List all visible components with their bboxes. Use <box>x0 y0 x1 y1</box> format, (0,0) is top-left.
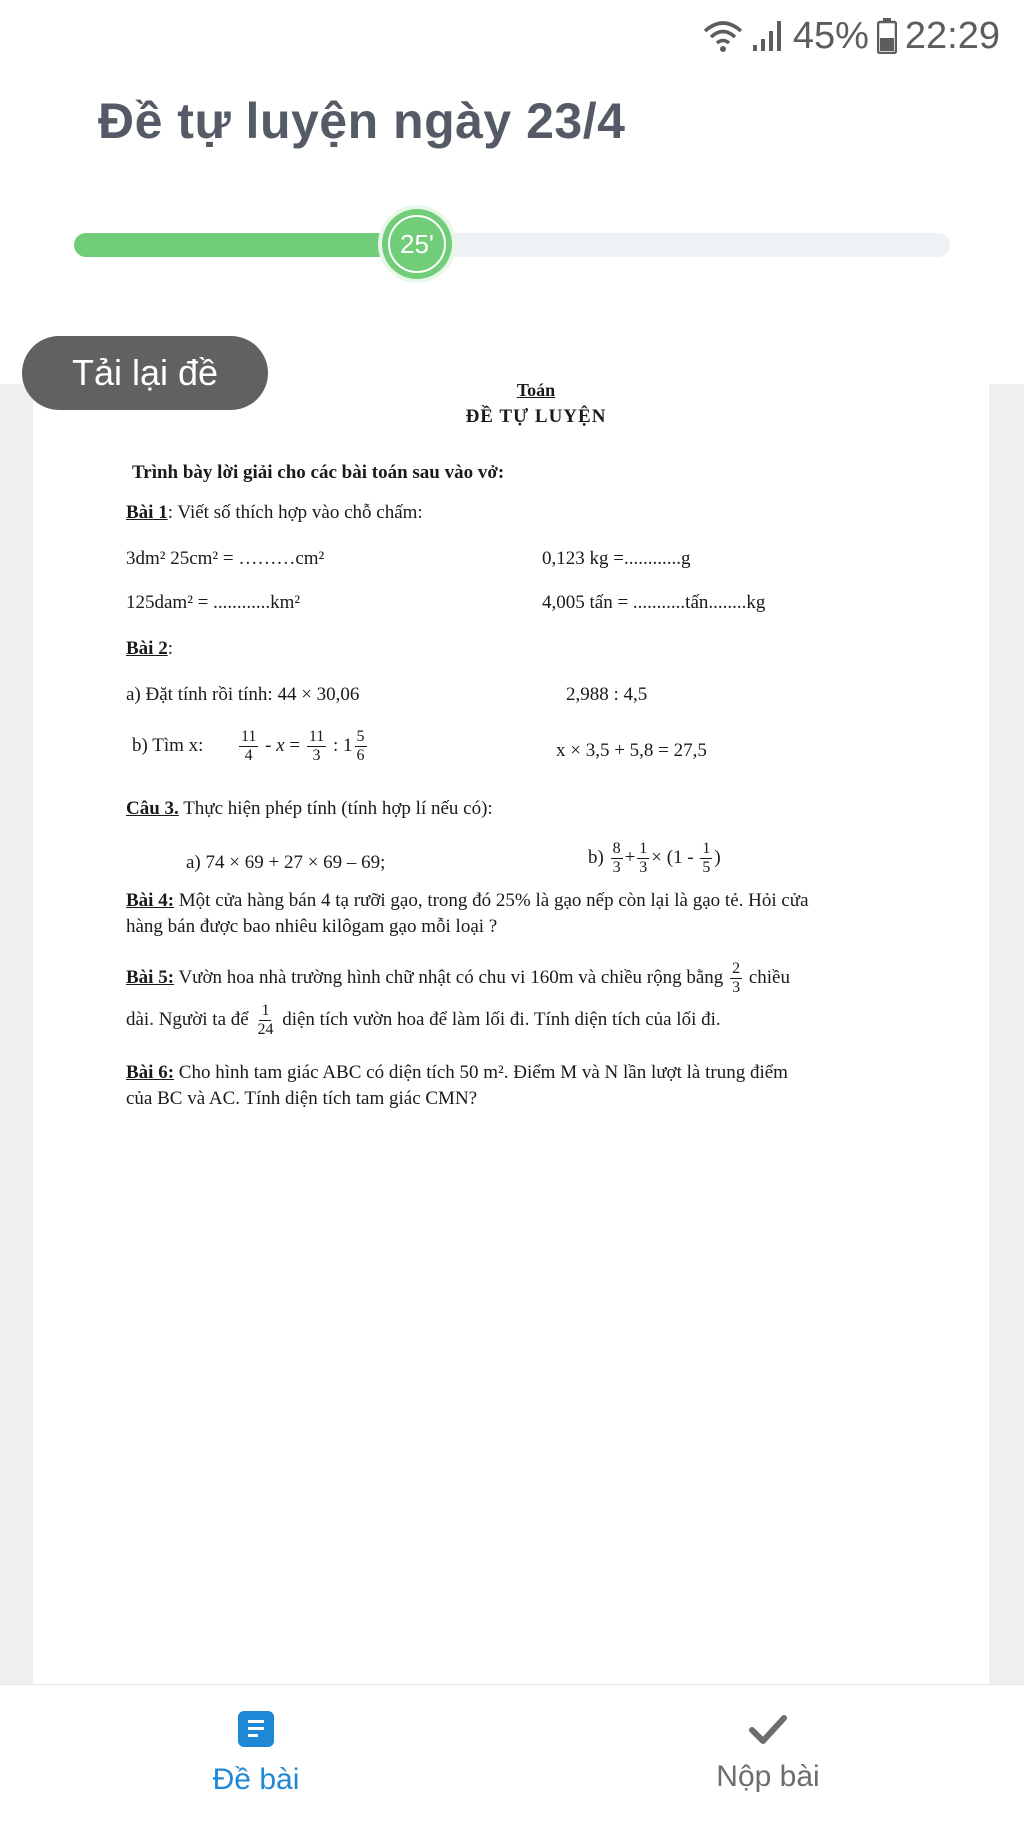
fraction: $\frac{1}{3}$ <box>639 840 648 876</box>
cau3-b-prefix: b) <box>588 846 604 868</box>
fraction: $\frac{11}{3}$ <box>308 728 325 764</box>
cau3-text: Thực hiện phép tính (tính hợp lí nếu có): <box>178 798 493 819</box>
bai5-title: Bài 5: <box>126 966 175 988</box>
bai2-title-line <box>126 638 173 660</box>
bai6-line2: của BC và AC. Tính diện tích tam giác CMN? <box>126 1088 478 1109</box>
nav-tab-de-bai[interactable] <box>0 1685 512 1821</box>
bai2-b-right: x × 3,5 + 5,8 = 27,5 <box>556 740 707 761</box>
timer-progress-track <box>74 233 950 257</box>
cau3-title: Câu 3. <box>126 798 179 819</box>
signal-icon <box>751 19 785 53</box>
doc-instruction: Trình bày lời giải cho các bài toán sau vào vở: <box>132 462 505 483</box>
bai5-text-end: chiều <box>748 966 790 988</box>
fraction: $\frac{2}{3}$ <box>732 960 741 996</box>
nav-label-de-bai: Đề bài <box>212 1763 300 1796</box>
status-icons <box>703 12 1000 60</box>
fraction: $\frac{5}{6}$ <box>356 728 365 764</box>
bai2-a-right: 2,988 : 4,5 <box>566 684 648 705</box>
bai4-line1 <box>126 890 809 912</box>
bai4-line2: hàng bán được bao nhiêu kilôgam gạo mỗi loại ? <box>126 916 498 937</box>
timer-label: 25' <box>400 228 434 259</box>
fraction: $\frac{1}{5}$ <box>702 840 711 876</box>
bai1-text: : Viết số thích hợp vào chỗ chấm: <box>167 502 423 523</box>
bai1-row1-right: 0,123 kg =............g <box>542 548 691 569</box>
battery-icon <box>877 18 897 54</box>
bai1-row2-left: 125dam² = ............km² <box>126 592 301 613</box>
timer-knob <box>382 209 452 279</box>
timer-progress-fill <box>74 233 424 257</box>
wifi-icon <box>703 19 743 53</box>
doc-heading: ĐỀ TỰ LUYỆN <box>465 406 607 427</box>
bai2-b-left: b) Tìm x: $\frac{11}{4}$ - x = $\frac{11}{3}$ : 1 $\frac{5}{6}$ <box>132 728 365 764</box>
cau3-b: b) $\frac{8}{3}$ + $\frac{1}{3}$ × (1 - $\frac{1}{5}$ ) <box>588 840 721 876</box>
cau3-a: a) 74 × 69 + 27 × 69 – 69; <box>186 852 386 873</box>
document-icon <box>236 1709 276 1749</box>
bai5-text2b: diện tích vườn hoa để làm lối đi. Tính diện tích của lối đi. <box>282 1008 721 1030</box>
bai1-title: Bài 1 <box>126 502 168 523</box>
battery-percent: 45% <box>792 14 869 57</box>
doc-subject: Toán <box>516 380 556 400</box>
fraction: $\frac{8}{3}$ <box>612 840 621 876</box>
bai1-title-line <box>126 502 423 524</box>
check-icon <box>748 1712 788 1746</box>
bai5-line1 <box>126 960 790 997</box>
nav-tab-nop-bai[interactable] <box>512 1685 1024 1821</box>
bai2-a-left: a) Đặt tính rồi tính: 44 × 30,06 <box>126 684 360 705</box>
bai1-row2-right: 4,005 tấn = ...........tấn........kg <box>542 592 766 613</box>
status-bar <box>0 0 1024 72</box>
bai2-b-prefix: b) Tìm x: <box>132 734 204 756</box>
clock-time: 22:29 <box>904 14 1000 57</box>
bai2-colon: : <box>167 638 173 659</box>
cau3-title-line <box>126 798 493 820</box>
bai6-line1 <box>126 1062 788 1084</box>
fraction: $\frac{1}{24}$ <box>257 1002 274 1038</box>
bai6-text: Cho hình tam giác ABC có diện tích 50 m². Điểm M và N lần lượt là trung điểm <box>174 1062 788 1083</box>
bai2-title: Bài 2 <box>126 638 168 659</box>
bai1-row1-left: 3dm² 25cm² = ………cm² <box>126 548 325 569</box>
fraction: $\frac{11}{4}$ <box>240 728 257 764</box>
bai6-title: Bài 6: <box>126 1062 175 1083</box>
bai4-text: Một cửa hàng bán 4 tạ rưỡi gạo, trong đó 25% là gạo nếp còn lại là gạo tẻ. Hỏi cửa <box>174 890 809 911</box>
page-title: Đề tự luyện ngày 23/4 <box>98 93 626 149</box>
bai5-text2a: dài. Người ta để <box>126 1008 249 1030</box>
reload-exam-button[interactable]: Tải lại đề <box>22 336 268 410</box>
bai5-text: Vườn hoa nhà trường hình chữ nhật có chu vi 160m và chiều rộng bằng <box>174 966 724 988</box>
bai4-title: Bài 4: <box>126 890 175 911</box>
nav-label-nop-bai: Nộp bài <box>716 1760 820 1793</box>
bottom-nav <box>0 1684 1024 1821</box>
bai5-line2 <box>126 1002 721 1039</box>
